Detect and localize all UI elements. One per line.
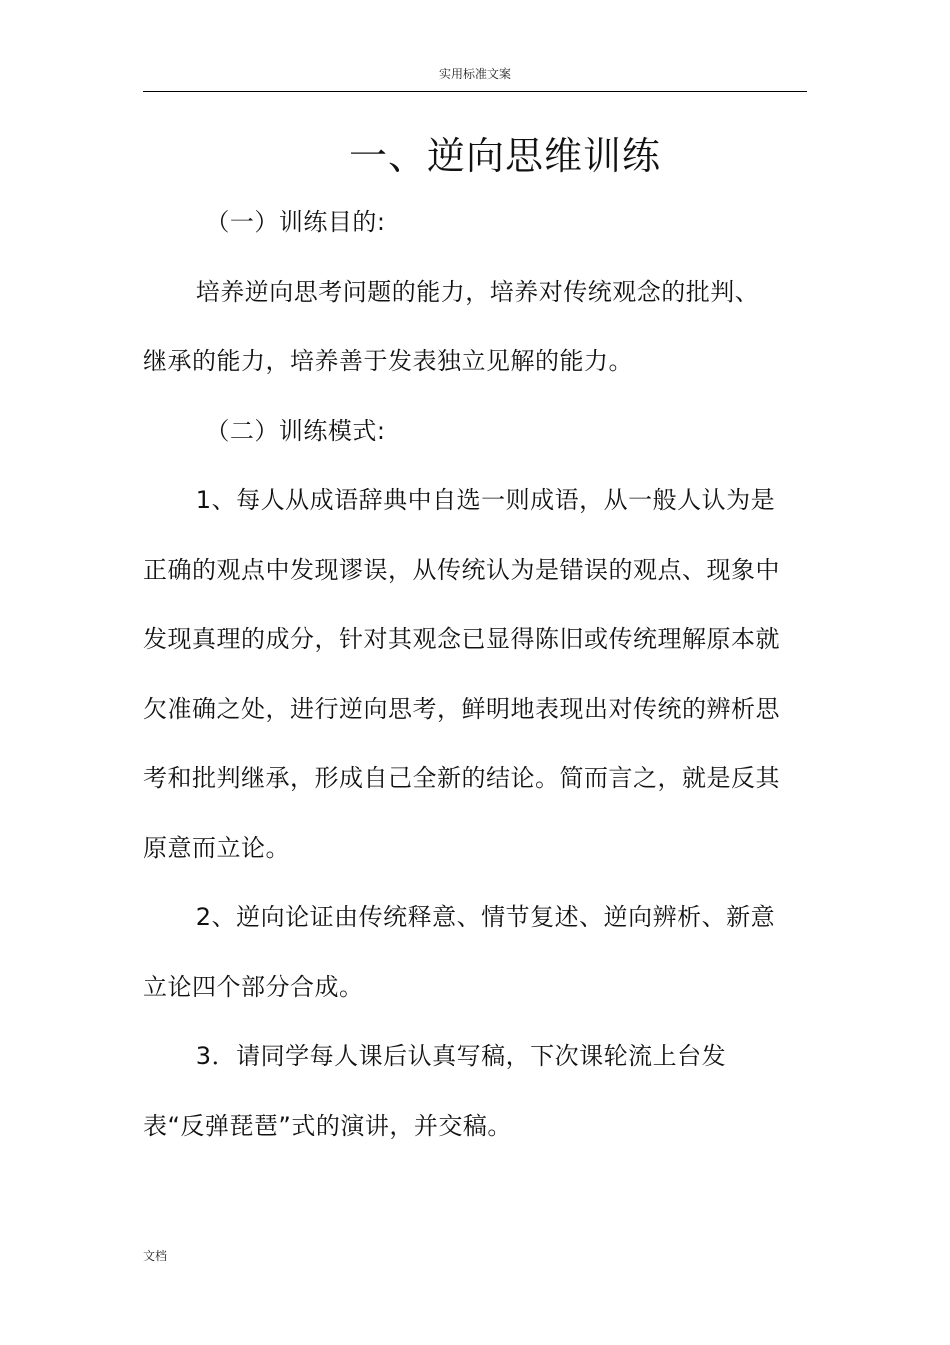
page-header: 实用标准文案 — [438, 67, 511, 81]
section-heading-purpose: （一）训练目的: — [205, 208, 386, 236]
paragraph-mode-1: 1、每人从成语辞典中自选一则成语，从一般人认为是正确的观点中发现谬误，从传统认为是错误的观点、现象中发现真理的成分，针对其观念已显得陈旧或传统理解原本就欠准确之处，进行逆向思考，鲜明地表现出对传统的辨析思考和批判继承，形成自己全新的结论。简而言之，就是反其原意而立论。 — [143, 486, 780, 862]
document-body — [143, 188, 783, 1161]
document-title: 一、逆向思维训练 — [348, 134, 661, 178]
page-footer: 文档 — [143, 1249, 168, 1263]
paragraph-mode-3: 3．请同学每人课后认真写稿，下次课轮流上台发表“反弹琵琶”式的演讲，并交稿。 — [143, 1042, 727, 1140]
section-heading-mode: （二）训练模式: — [205, 416, 386, 445]
header-divider — [143, 91, 807, 92]
paragraph-mode-2: 2、逆向论证由传统释意、情节复述、逆向辨析、新意立论四个部分合成。 — [143, 903, 776, 1001]
paragraph-purpose: 培养逆向思考问题的能力，培养对传统观念的批判、继承的能力，培养善于发表独立见解的能力。 — [143, 277, 760, 375]
